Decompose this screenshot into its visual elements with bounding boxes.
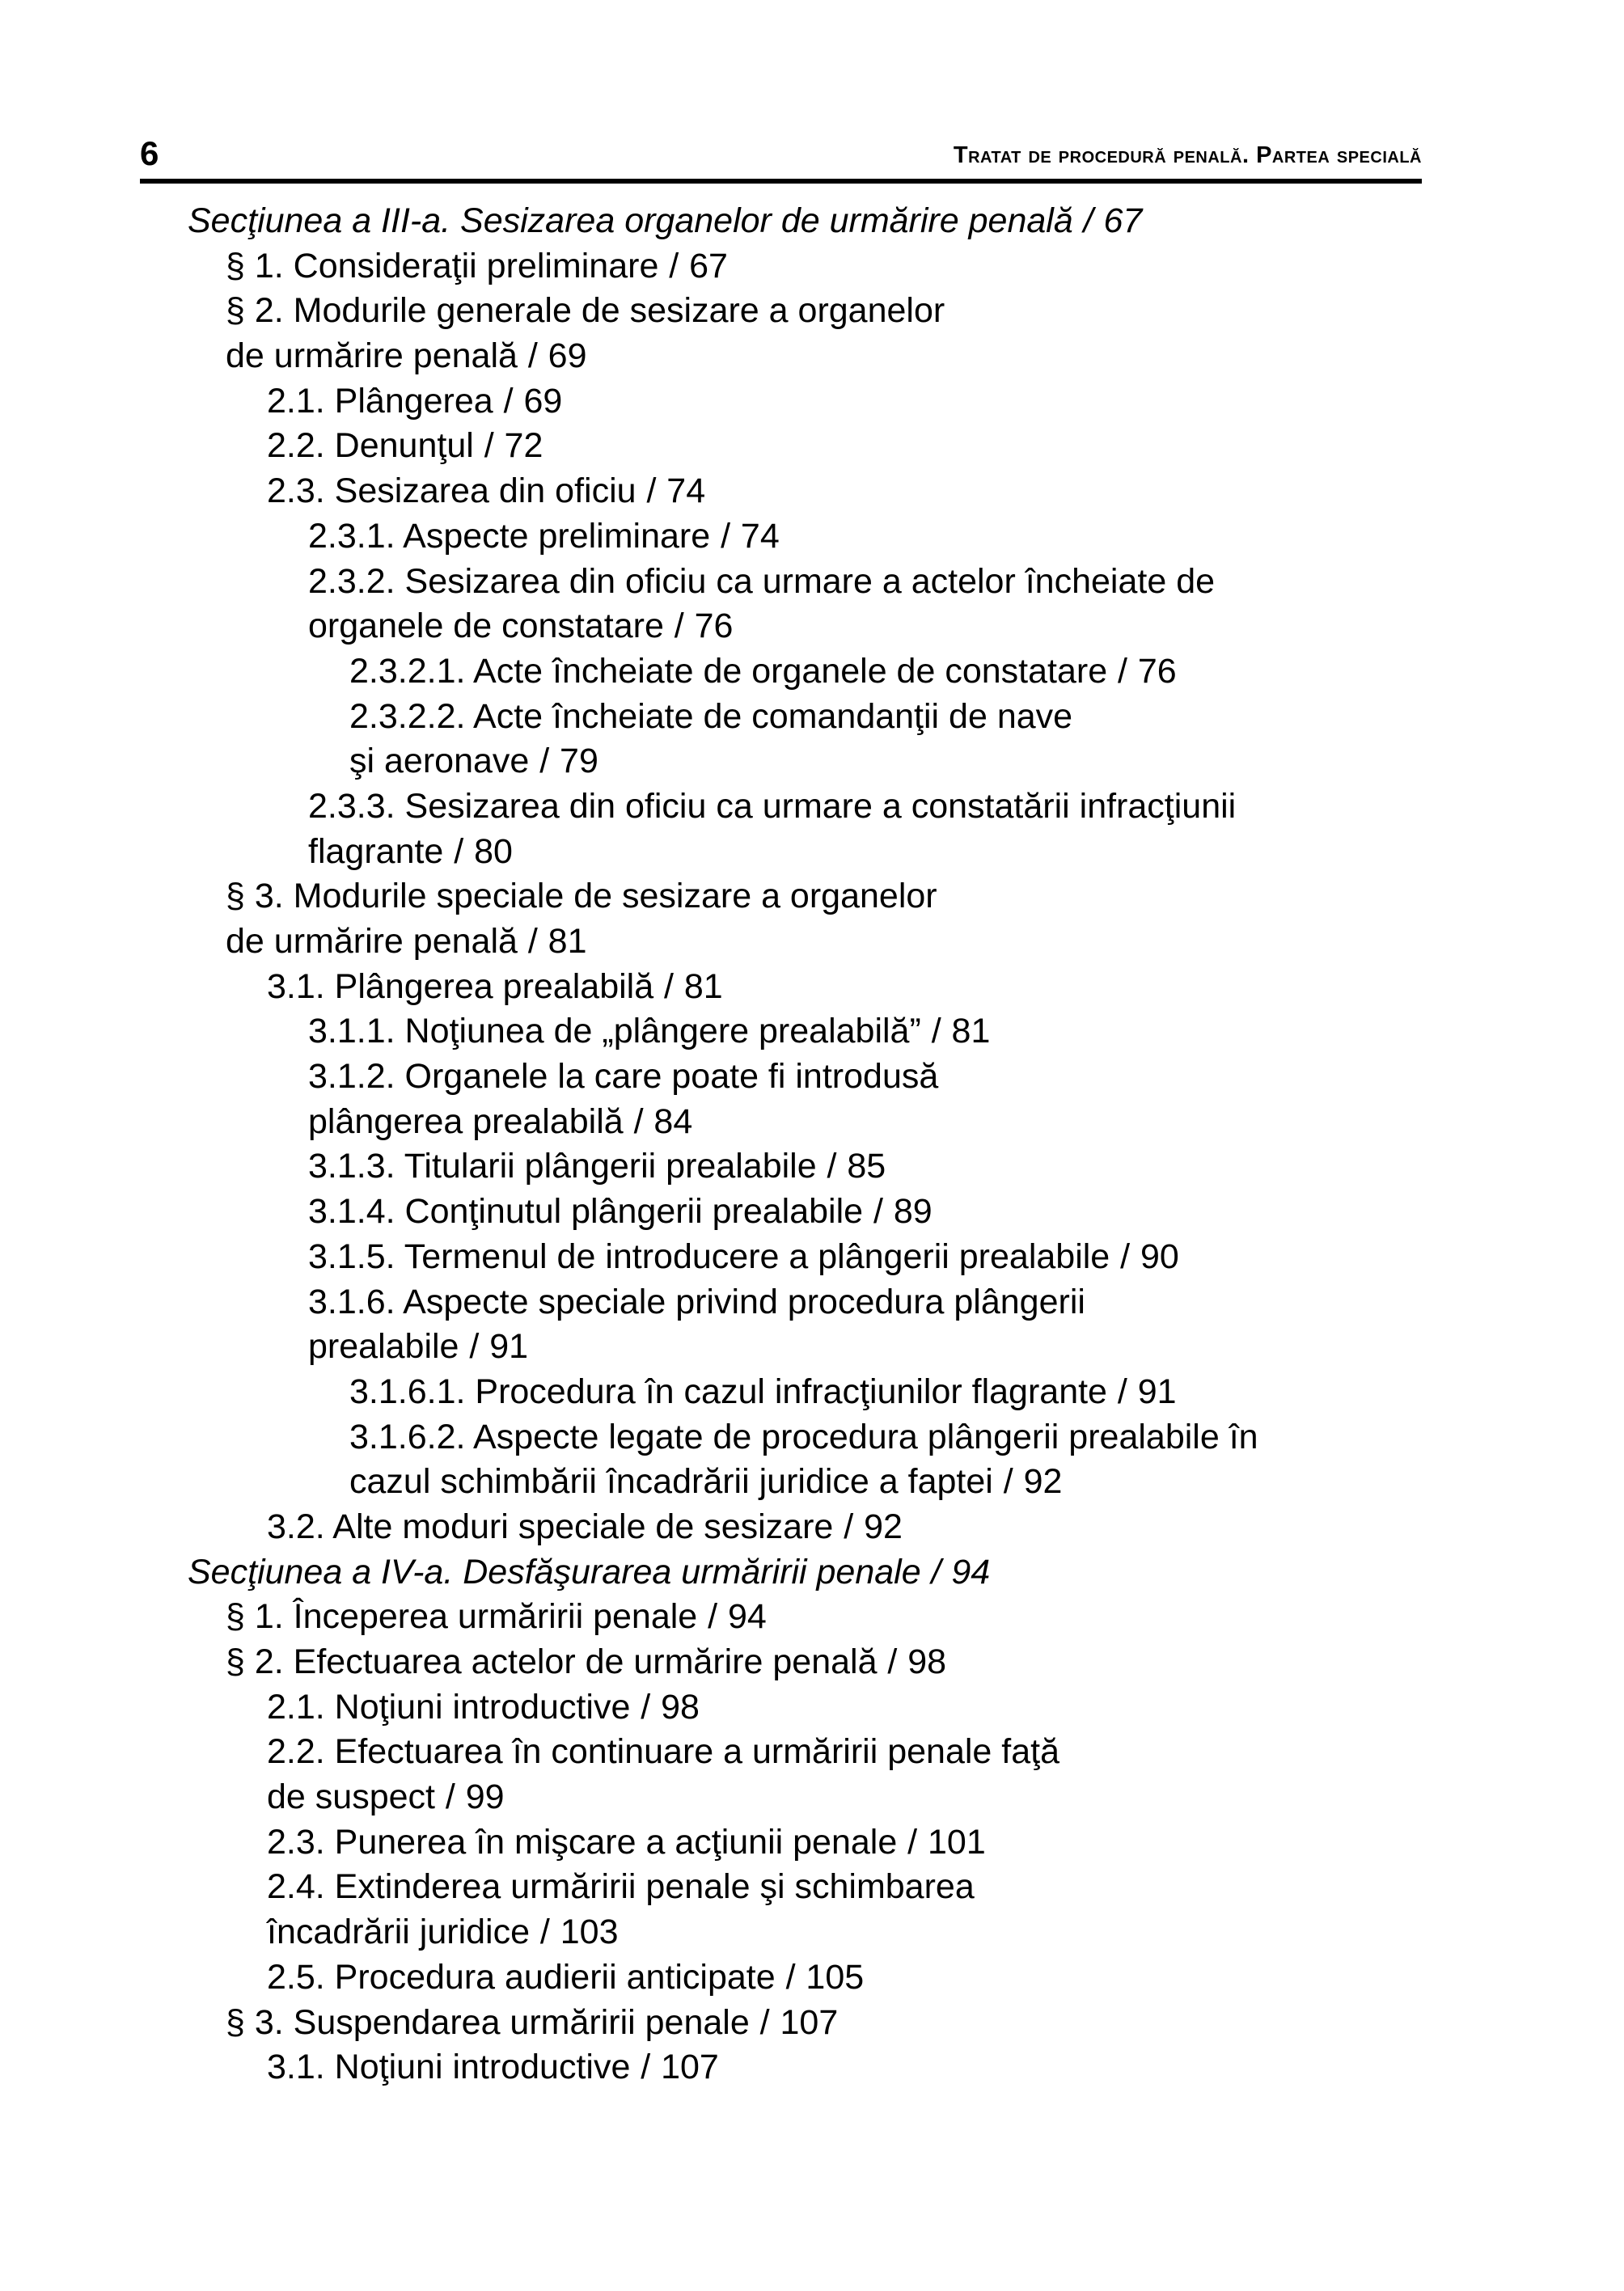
toc-separator: / [931,1552,941,1591]
toc-page-number: 101 [927,1822,986,1862]
running-title: Tratat de procedură penală. Partea specială [953,142,1422,168]
toc-separator: / [633,1101,644,1141]
toc-entry-title: 3.1.2. Organele la care poate fi introdusă [308,1057,939,1097]
toc-entry-title: 2.1. Plângerea [267,381,493,421]
toc-separator: / [1003,1462,1013,1502]
toc-separator: / [873,1192,883,1232]
toc-entry-line [0,739,1624,784]
header-rule [140,179,1422,184]
toc-separator: / [931,1012,941,1051]
toc-entry-title: 3.1. Noţiuni introductive [267,2048,631,2087]
toc-page-number: 84 [653,1101,693,1141]
toc-page-number: 90 [1140,1236,1179,1276]
toc-page-number: 92 [1023,1462,1063,1502]
toc-entry-title: 2.1. Noţiuni introductive [267,1687,631,1727]
toc-entry-line [0,244,1624,290]
toc-separator: / [844,1507,854,1546]
toc-entry-line [0,1415,1624,1460]
toc-separator: / [469,1327,480,1367]
toc-page-number: 85 [847,1147,886,1186]
toc-entry-title: 3.1.6.2. Aspecte legate de procedura plângerii prealabile în [349,1417,1258,1456]
toc-page-number: 76 [694,607,734,646]
toc-separator: / [1118,651,1127,691]
toc-entry-line [0,649,1624,695]
toc-entry-title: 3.2. Alte moduri speciale de sesizare [267,1507,834,1546]
toc-entry-title: 3.1.5. Termenul de introducere a plângerii prealabile [308,1236,1110,1276]
toc-entry-line [0,289,1624,334]
toc-page-number: 105 [806,1957,865,1997]
toc-entry-line [0,1009,1624,1055]
toc-entry-line [0,2001,1624,2046]
toc-entry-line [0,1460,1624,1505]
toc-entry-line [0,874,1624,919]
toc-entry-line [0,1685,1624,1731]
toc-entry-line [0,784,1624,830]
toc-page-number: 81 [951,1012,991,1051]
toc-entry-title: Secţiunea a IV-a. Desfăşurarea urmăririi penale [188,1552,921,1591]
toc-entry-title: 2.4. Extinderea urmăririi penale şi schimbarea [267,1867,975,1907]
toc-entry-title: 2.3.2.1. Acte încheiate de organele de constatare [349,651,1108,691]
toc-entry-line [0,2045,1624,2090]
toc-entry-line [0,469,1624,514]
toc-entry-line [0,1775,1624,1820]
toc-page-number: 69 [548,336,587,376]
toc-entry-title: 3.1.6.1. Procedura în cazul infracţiunilor flagrante [349,1372,1107,1411]
toc-entry-line [0,1235,1624,1280]
toc-separator: / [907,1822,918,1862]
toc-page-number: 107 [780,2002,839,2042]
toc-entry-line [0,560,1624,605]
toc-entry-title: cazul schimbării încadrării juridice a faptei [349,1462,993,1502]
toc-entry-title: de urmărire penală [226,922,518,961]
toc-separator: / [669,246,679,285]
toc-separator: / [721,516,731,556]
toc-entry-line [0,1955,1624,2001]
toc-entry-title: 2.2. Denunţul [267,426,474,466]
toc-entry-line [0,1190,1624,1235]
toc-separator: / [539,1913,550,1952]
toc-entry-line [0,965,1624,1010]
toc-entry-title: 3.1.1. Noţiunea de „plângere prealabilă” [308,1012,921,1051]
toc-separator: / [1120,1236,1131,1276]
toc-entry-line [0,1505,1624,1550]
toc-page-number: 98 [661,1687,700,1727]
toc-page-number: 67 [689,246,728,285]
page-number: 6 [140,134,159,172]
toc-page-number: 72 [504,426,543,466]
toc-entry-title: plângerea prealabilă [308,1101,624,1141]
toc-separator: / [1083,201,1093,240]
toc-entry-line [0,1550,1624,1596]
toc-page-number: 103 [560,1913,619,1952]
toc-page-number: 67 [1103,201,1143,240]
toc-page-number: 99 [465,1777,505,1817]
toc-entry-title: Secţiunea a III-a. Sesizarea organelor de urmărire penală [188,201,1073,240]
toc-entry-title: 3.1.3. Titularii plângerii prealabile [308,1147,817,1186]
toc-entry-line [0,1820,1624,1866]
toc-entry-line [0,919,1624,965]
toc-separator: / [527,336,538,376]
table-of-contents [0,199,1624,2090]
toc-separator: / [641,1687,651,1727]
toc-page-number: 94 [727,1597,767,1637]
toc-entry-title: § 1. Consideraţii preliminare [226,246,659,285]
toc-separator: / [527,922,538,961]
toc-page-number: 94 [951,1552,991,1591]
toc-entry-line [0,1325,1624,1370]
toc-entry-title: încadrării juridice [267,1913,531,1952]
toc-entry-title: 2.3. Punerea în mişcare a acţiunii penale [267,1822,898,1862]
toc-entry-title: de suspect [267,1777,435,1817]
toc-page-number: 89 [893,1192,933,1232]
toc-separator: / [484,426,494,466]
toc-page-number: 91 [489,1327,529,1367]
toc-separator: / [646,471,657,511]
toc-separator: / [454,831,464,871]
toc-entry-line [0,1055,1624,1100]
toc-separator: / [1117,1372,1127,1411]
toc-separator: / [708,1597,718,1637]
toc-entry-line [0,334,1624,379]
toc-entry-title: 3.1.4. Conţinutul plângerii prealabile [308,1192,864,1232]
toc-entry-title: 2.3.3. Sesizarea din oficiu ca urmare a constatării infracţiunii [308,786,1237,826]
toc-entry-title: § 1. Începerea urmăririi penale [226,1597,698,1637]
toc-entry-title: 2.3.2.2. Acte încheiate de comandanţii de nave [349,696,1073,736]
toc-page-number: 81 [683,966,723,1006]
toc-entry-line [0,830,1624,875]
toc-entry-title: organele de constatare [308,607,664,646]
toc-entry-title: prealabile [308,1327,459,1367]
toc-separator: / [664,966,674,1006]
toc-entry-line [0,1730,1624,1775]
toc-separator: / [539,742,550,781]
toc-entry-title: 2.3.1. Aspecte preliminare [308,516,711,556]
toc-entry-line [0,514,1624,560]
toc-separator: / [759,2002,770,2042]
toc-entry-title: şi aeronave [349,742,530,781]
toc-page-number: 76 [1137,651,1177,691]
toc-entry-line [0,1100,1624,1145]
toc-entry-title: 2.3. Sesizarea din oficiu [267,471,636,511]
toc-entry-title: de urmărire penală [226,336,518,376]
toc-page-number: 79 [560,742,598,781]
toc-separator: / [445,1777,455,1817]
toc-page-number: 81 [548,922,587,961]
toc-separator: / [887,1642,898,1681]
toc-page-number: 74 [666,471,706,511]
toc-entry-line [0,1910,1624,1955]
toc-page-number: 107 [661,2048,719,2087]
toc-entry-title: flagrante [308,831,444,871]
toc-page-number: 74 [740,516,780,556]
toc-entry-title: 2.5. Procedura audierii anticipate [267,1957,776,1997]
toc-separator: / [674,607,684,646]
toc-entry-line [0,695,1624,740]
toc-entry-title: § 2. Modurile generale de sesizare a organelor [226,291,945,331]
toc-entry-title: § 2. Efectuarea actelor de urmărire penală [226,1642,878,1681]
toc-entry-line [0,379,1624,425]
toc-entry-line [0,1640,1624,1685]
toc-page-number: 92 [864,1507,903,1546]
toc-entry-line [0,1280,1624,1325]
toc-entry-title: 2.2. Efectuarea în continuare a urmăririi penale faţă [267,1732,1060,1772]
toc-entry-title: 3.1. Plângerea prealabilă [267,966,654,1006]
toc-entry-line [0,1370,1624,1415]
toc-page-number: 98 [907,1642,947,1681]
toc-entry-title: § 3. Suspendarea urmăririi penale [226,2002,750,2042]
toc-separator: / [641,2048,651,2087]
toc-entry-line [0,1144,1624,1190]
toc-entry-line [0,199,1624,244]
toc-separator: / [503,381,514,421]
toc-separator: / [785,1957,796,1997]
toc-entry-line [0,424,1624,469]
toc-entry-line [0,604,1624,649]
toc-page-number: 80 [474,831,513,871]
toc-entry-title: § 3. Modurile speciale de sesizare a organelor [226,877,937,916]
toc-entry-line [0,1595,1624,1640]
toc-separator: / [827,1147,837,1186]
toc-entry-title: 3.1.6. Aspecte speciale privind procedura plângerii [308,1282,1085,1321]
toc-entry-line [0,1865,1624,1910]
toc-entry-title: 2.3.2. Sesizarea din oficiu ca urmare a actelor încheiate de [308,561,1216,601]
toc-page-number: 91 [1137,1372,1177,1411]
toc-page-number: 69 [523,381,563,421]
